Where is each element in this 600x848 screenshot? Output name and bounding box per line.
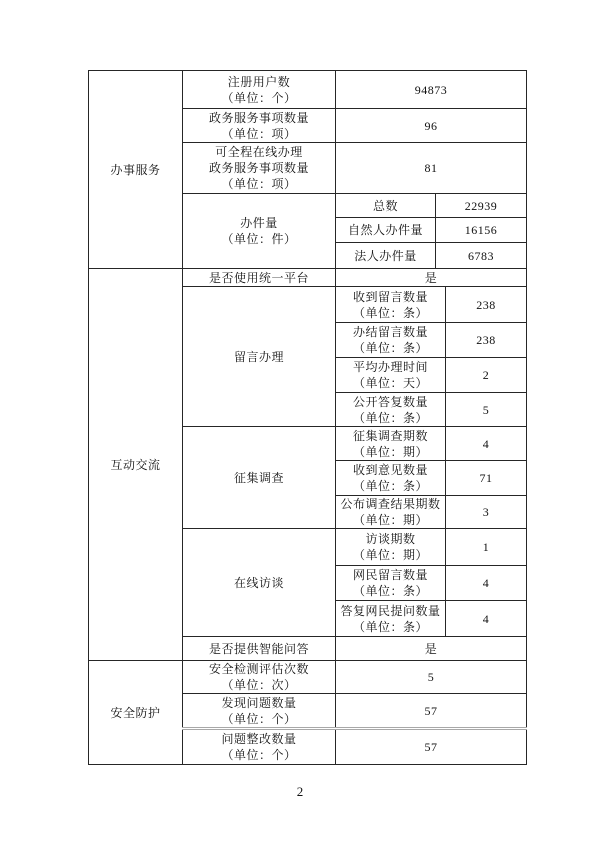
value-cell: 81 — [336, 143, 527, 194]
label-cell — [183, 109, 336, 143]
sublabel-cell — [336, 601, 446, 637]
label-cell: 是否提供智能问答 — [183, 637, 336, 661]
sublabel-cell — [336, 529, 446, 566]
label-cell: 是否使用统一平台 — [183, 269, 336, 287]
value-cell: 16156 — [436, 218, 527, 243]
label-cell-messages: 留言办理 — [183, 287, 336, 427]
sublabel-cell: 总数 — [336, 194, 436, 218]
value-cell: 71 — [446, 461, 527, 496]
label-cell-volume — [183, 194, 336, 269]
label-unit-line: （单位：次） — [221, 678, 297, 692]
label-line: 安全检测评估次数 — [208, 662, 309, 676]
sublabel-unit-line: （单位：条） — [352, 584, 428, 598]
value-cell: 22939 — [436, 194, 527, 218]
sublabel-line: 访谈期数 — [365, 532, 416, 546]
group-label: 办事服务 — [110, 162, 161, 177]
label-unit-line: （单位：个） — [221, 711, 297, 726]
label-line: 注册用户数 — [227, 74, 291, 89]
sublabel-unit-line: （单位：条） — [352, 619, 428, 634]
value-cell: 4 — [446, 601, 527, 637]
label-unit-line: （单位：个） — [221, 90, 297, 105]
label-unit-line: （单位：个） — [221, 748, 297, 762]
table-row — [89, 71, 527, 109]
label-cell — [183, 661, 336, 694]
label-line: 发现问题数量 — [221, 695, 297, 710]
sublabel-cell — [336, 287, 446, 323]
sublabel-cell: 自然人办件量 — [336, 218, 436, 243]
group-cell-security — [89, 661, 183, 765]
value-cell: 1 — [446, 529, 527, 566]
sublabel-line: 征集调查期数 — [352, 428, 428, 443]
sublabel-cell — [336, 566, 446, 601]
group-cell-interaction — [89, 269, 183, 661]
sublabel-cell: 法人办件量 — [336, 243, 436, 269]
value-cell: 57 — [336, 694, 527, 729]
sublabel-line: 办结留言数量 — [352, 325, 428, 339]
group-label: 安全防护 — [110, 705, 161, 720]
sublabel-unit-line: （单位：期） — [352, 548, 428, 562]
label-cell — [183, 71, 336, 109]
label-cell-survey: 征集调查 — [183, 427, 336, 529]
label-line: 问题整改数量 — [221, 732, 297, 746]
value-cell: 是 — [336, 269, 527, 287]
sublabel-line: 收到意见数量 — [352, 463, 428, 477]
sublabel-cell — [336, 427, 446, 461]
label-line: 可全程在线办理 — [215, 145, 303, 159]
label-unit-line: （单位：项） — [221, 177, 297, 191]
label-line: 政务服务事项数量 — [208, 110, 309, 125]
table-row — [89, 269, 527, 287]
sublabel-unit-line: （单位：期） — [352, 444, 428, 459]
label-unit-line: （单位：项） — [221, 126, 297, 141]
sublabel-cell — [336, 358, 446, 393]
value-cell: 94873 — [336, 71, 527, 109]
value-cell: 是 — [336, 637, 527, 661]
value-cell: 2 — [446, 358, 527, 393]
value-cell: 5 — [336, 661, 527, 694]
value-cell: 96 — [336, 109, 527, 143]
value-cell: 238 — [446, 287, 527, 323]
group-cell-service — [89, 71, 183, 269]
report-table — [88, 70, 527, 765]
label-cell — [183, 694, 336, 729]
sublabel-line: 公开答复数量 — [352, 394, 428, 409]
label-line: 办件量 — [240, 216, 278, 230]
label-line: 政务服务事项数量 — [208, 161, 309, 175]
sublabel-unit-line: （单位：条） — [352, 410, 428, 425]
table-row — [89, 661, 527, 694]
sublabel-unit-line: （单位：期） — [352, 513, 428, 527]
sublabel-line: 答复网民提问数量 — [340, 603, 441, 618]
sublabel-line: 收到留言数量 — [352, 289, 428, 304]
sublabel-line: 公布调查结果期数 — [340, 497, 441, 511]
value-cell: 5 — [446, 393, 527, 427]
sublabel-cell — [336, 496, 446, 529]
sublabel-unit-line: （单位：条） — [352, 305, 428, 320]
value-cell: 4 — [446, 427, 527, 461]
value-cell: 57 — [336, 729, 527, 765]
sublabel-unit-line: （单位：条） — [352, 341, 428, 355]
label-cell — [183, 729, 336, 765]
group-label: 互动交流 — [110, 457, 161, 472]
sublabel-unit-line: （单位：天） — [352, 376, 428, 390]
value-cell: 238 — [446, 323, 527, 358]
value-cell: 6783 — [436, 243, 527, 269]
label-unit-line: （单位：件） — [221, 232, 297, 246]
sublabel-cell — [336, 323, 446, 358]
sublabel-line: 平均办理时间 — [352, 360, 428, 374]
sublabel-cell — [336, 461, 446, 496]
label-cell-interview: 在线访谈 — [183, 529, 336, 637]
label-cell — [183, 143, 336, 194]
sublabel-cell — [336, 393, 446, 427]
sublabel-line: 网民留言数量 — [352, 568, 428, 582]
value-cell: 4 — [446, 566, 527, 601]
value-cell: 3 — [446, 496, 527, 529]
sublabel-unit-line: （单位：条） — [352, 479, 428, 493]
page-number: 2 — [296, 784, 304, 799]
